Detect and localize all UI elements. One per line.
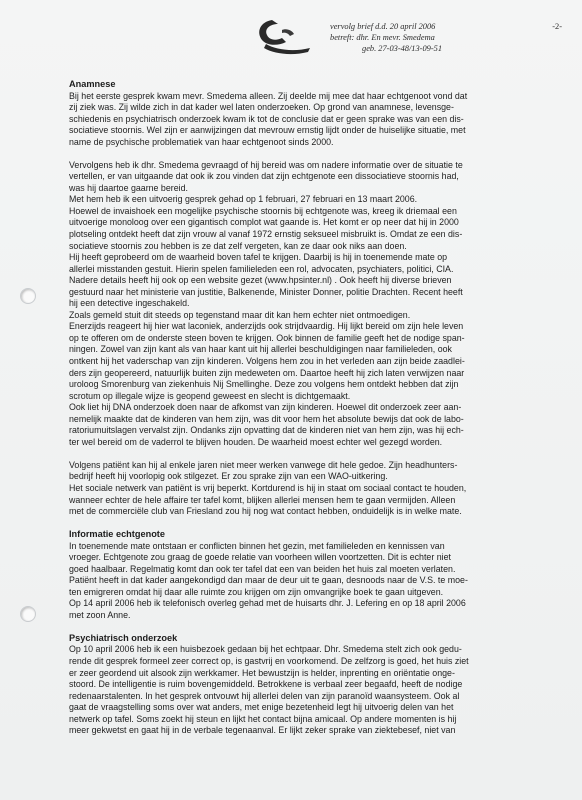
text-line: ten emigreren omdat hij daar alle ruimte zou krijgen om zijn omvangrijke boek te gaan uitgeven.: [69, 586, 444, 597]
text-line: sociatieve stoornis. Wel zijn er aanwijzingen dat mevrouw ernstig lijdt onder de huiselijke situatie, met: [69, 125, 466, 136]
text-line: ratoriumuitslagen vervalst zijn. Ondanks zijn opvatting dat de kinderen niet van hem zijn, was hij ech-: [69, 425, 464, 436]
text-line: ter wel bereid om de vaderrol te blijven houden. De waarheid moest echter wel gezegd worden.: [69, 436, 443, 447]
text-line: Volgens patiënt kan hij al enkele jaren niet meer werken vanwege dit hele gedoe. Zijn headhunters-: [69, 459, 458, 470]
text-line: gaat de vraagstelling soms over wat anders, met enige bezetenheid legt hij uitvoerig delen van het: [69, 702, 454, 713]
text-line: Op 10 april 2006 heb ik een huisbezoek gedaan bij het echtpaar. Dhr. Smedema stelt zich ook gedu-: [69, 644, 462, 655]
section-heading: Anamnese: [69, 79, 116, 89]
text-line: Met hem heb ik een uitvoerig gesprek gehad op 1 februari, 27 februari en 13 maart 2006.: [69, 194, 418, 205]
text-line: ningen. Zowel van zijn kant als van haar kant uit hij allerlei beschuldigingen naar familieleden, ook: [69, 344, 452, 355]
paragraph: [69, 160, 567, 449]
text-line: rende dit gesprek formeel zeer correct op, is gastvrij en voorkomend. De zelfzorg is goed, het huis ziet: [69, 656, 469, 667]
header-reference: vervolg brief d.d. 20 april 2006: [330, 22, 436, 31]
letter-body: [69, 79, 567, 737]
text-line: Hoewel de invaishoek een mogelijke psychische stoornis bij echtgenote was, kreeg ik driemaal een: [69, 205, 457, 216]
text-line: zij ziek was. Zij wilde zich in dat kader wel laten onderzoeken. Op grond van anamnese, levensge-: [69, 102, 454, 113]
page-number: -2-: [552, 22, 562, 31]
text-line: met de commerciële club van Friesland zou hij nog wat contact hebben, onduidelijk is in welke mate.: [69, 506, 462, 517]
text-line: gestuurd naar het ministerie van justitie, Balkenende, Minister Donner, politie Drachten. Recent heeft: [69, 286, 463, 297]
section: [69, 633, 567, 737]
header-birthdates: geb. 27-03-48/13-09-51: [362, 44, 443, 53]
text-line: meer gekwetst en gaat hij in de verbale tegenaanval. Er lijkt zeker sprake van ziektebesef, niet van: [69, 725, 456, 736]
text-line: Nadere details heeft hij ook op een website gezet (www.hpsinter.nl) . Ook heeft hij diverse brieven: [69, 275, 452, 286]
section-heading: Informatie echtgenote: [69, 529, 165, 540]
text-line: goed haalbaar. Regelmatig komt dan ook ter tafel dat een van beiden het huis zal moeten verlaten.: [69, 563, 456, 574]
text-line: Enerzijds reageert hij hier wat laconiek, anderzijds ook strijdvaardig. Hij lijkt bereid om zijn hele leven: [69, 321, 464, 332]
text-line: scrotum op illegale wijze is geopend geweest en slecht is dichtgemaakt.: [69, 390, 351, 401]
text-line: er zeer geordend uit alsook zijn werkkamer. Het bewustzijn is helder, inprenting en oriëntatie onge-: [69, 667, 455, 678]
text-line: op te offeren om de onderste steen boven te krijgen. Ook binnen de familie geeft het de nodige span-: [69, 332, 465, 343]
text-line: wanneer echter de hele affaire ter tafel komt, blijken allerlei mensen hem te gaan vermijden. Alleen: [69, 494, 456, 505]
text-line: Vervolgens heb ik dhr. Smedema gevraagd of hij bereid was om nadere informatie over de situatie te: [69, 159, 463, 170]
text-line: uitvoerige monoloog over een gigantisch complot wat gaande is. Het komt er op neer dat hij in 2000: [69, 217, 459, 228]
section: [69, 529, 567, 621]
section: [69, 79, 567, 518]
text-line: schiedenis en psychiatrisch onderzoek kwam ik tot de conclusie dat er geen sprake was van een dis-: [69, 113, 464, 124]
text-line: met zoon Anne.: [69, 609, 131, 620]
text-line: bedrijf heeft hij voorlopig ook stilgezet. Er zou sprake zijn van een WAO-uitkering.: [69, 471, 388, 482]
text-line: hij een detective ingeschakeld.: [69, 298, 190, 309]
text-line: In toenemende mate ontstaan er conflicten binnen het gezin, met familieleden en kennissen van: [69, 540, 445, 551]
punch-hole-top: [20, 288, 36, 304]
text-line: vertellen, er van uitgaande dat ook ik zou vinden dat zijn echtgenote een dissociatieve stoornis had,: [69, 171, 459, 182]
text-line: redenaarstalenten. In het gesprek ontvouwt hij allerlei delen van zijn paranoïd waansysteem. Ook al: [69, 690, 460, 701]
text-line: ders zijn geopereerd, natuurlijk buiten zijn medeweten om. Daartoe heeft hij zich laten verwijzen naar: [69, 367, 465, 378]
text-line: ontkent hij het vaderschap van zijn kinderen. Volgens hem zou in het verleden aan zijn beide zaadlei-: [69, 356, 465, 367]
text-line: Patiënt heeft in dat kader aangekondigd dan maar de deur uit te gaan, desnoods naar de V.S. te moe-: [69, 575, 468, 586]
text-line: Op 14 april 2006 heb ik telefonisch overleg gehad met de huisarts dhr. J. Lefering en op 18 april 2006: [69, 598, 466, 609]
punch-hole-bottom: [20, 606, 36, 622]
text-line: was hij daartoe gaarne bereid.: [69, 182, 188, 193]
paragraph: [69, 644, 567, 736]
clinic-logo: [252, 18, 312, 56]
text-line: stoord. De intelligentie is ruim bovengemiddeld. Betrokkene is verbaal zeer begaafd, heeft de nodige: [69, 679, 463, 690]
text-line: sociatieve stoornis zou hebben is ze dat zelf vergeten, kan ze daar ook niks aan doen.: [69, 240, 407, 251]
paragraph: [69, 460, 567, 518]
text-line: vroeger. Echtgenote zou graag de goede relatie van voorheen willen voortzetten. Dit is echter niet: [69, 552, 451, 563]
text-line: Ook liet hij DNA onderzoek doen naar de afkomst van zijn kinderen. Hoewel dit onderzoek zeer aan-: [69, 402, 462, 413]
text-line: nemelijk maakte dat de kinderen van hem zijn, was dit voor hem het absolute bewijs dat ook de labo-: [69, 413, 464, 424]
text-line: netwerk op tafel. Soms zoekt hij steun en lijkt het contact bijna amicaal. Op andere momenten is hij: [69, 713, 457, 724]
text-line: Bij het eerste gesprek kwam mevr. Smedema alleen. Zij deelde mij mee dat haar echtgenoot vond dat: [69, 90, 468, 101]
text-line: Hij heeft geprobeerd om de waarheid boven tafel te krijgen. Daarbij is hij in toenemende mate op: [69, 252, 448, 263]
letter-header: [330, 21, 570, 54]
header-subject: betreft: dhr. En mevr. Smedema: [330, 33, 435, 42]
paragraph: [69, 91, 567, 149]
section-heading: Psychiatrisch onderzoek: [69, 632, 178, 643]
text-line: uroloog Smorenburg van ziekenhuis Nij Smellinghe. Deze zou volgens hem ontdekt hebben dat zijn: [69, 379, 459, 390]
text-line: Zoals gemeld stuit dit steeds op tegenstand maar dit kan hem echter niet ontmoedigen.: [69, 309, 411, 320]
paragraph: [69, 541, 567, 622]
text-line: name de psychische problematiek van haar echtgenoot sinds 2000.: [69, 136, 334, 147]
text-line: allerlei misstanden gestuit. Hierin spelen familieleden een rol, advocaten, psychiaters, politici, CIA.: [69, 263, 454, 274]
text-line: plotseling ontdekt heeft dat zijn vrouw al vanaf 1972 ernstig seksueel misbruikt is. Omdat ze een dis-: [69, 229, 463, 240]
text-line: Het sociale netwerk van patiënt is vrij beperkt. Kortdurend is hij in staat om sociaal contact te houden,: [69, 483, 467, 493]
